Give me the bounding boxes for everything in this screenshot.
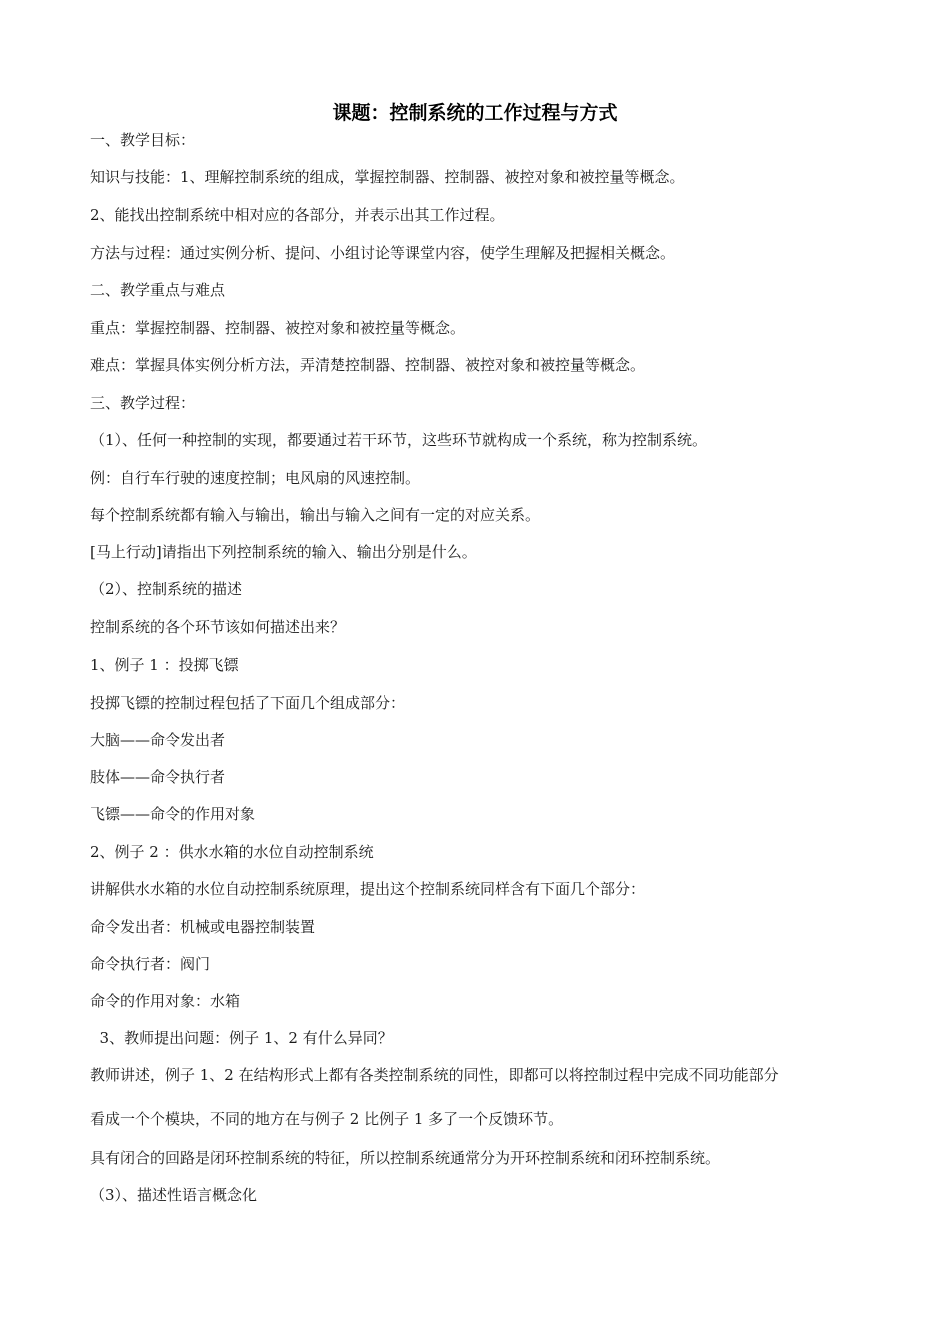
paragraph: 讲解供水水箱的水位自动控制系统原理，提出这个控制系统同样含有下面几个部分： — [90, 880, 646, 898]
paragraph: 飞镖——命令的作用对象 — [90, 805, 256, 823]
paragraph: 3、教师提出问题：例子 1、2 有什么异同？ — [90, 1029, 393, 1047]
section-heading: 二、教学重点与难点 — [90, 281, 226, 299]
paragraph: 肢体——命令执行者 — [90, 768, 226, 786]
paragraph: 重点：掌握控制器、控制器、被控对象和被控量等概念。 — [90, 319, 466, 337]
paragraph: 命令发出者：机械或电器控制装置 — [90, 918, 316, 936]
paragraph: 每个控制系统都有输入与输出，输出与输入之间有一定的对应关系。 — [90, 506, 541, 524]
subsection-heading: （2）、控制系统的描述 — [90, 580, 243, 598]
paragraph: 控制系统的各个环节该如何描述出来？ — [90, 618, 346, 636]
paragraph: 命令的作用对象：水箱 — [90, 992, 241, 1010]
paragraph: （1）、任何一种控制的实现，都要通过若干环节，这些环节就构成一个系统，称为控制系统。 — [90, 431, 708, 449]
paragraph: 命令执行者：阀门 — [90, 955, 211, 973]
paragraph: 投掷飞镖的控制过程包括了下面几个组成部分： — [90, 694, 406, 712]
paragraph: 1、例子 1 ：投掷飞镖 — [90, 656, 239, 674]
subsection-heading: （3）、描述性语言概念化 — [90, 1186, 258, 1204]
paragraph: 难点：掌握具体实例分析方法，弄清楚控制器、控制器、被控对象和被控量等概念。 — [90, 356, 646, 374]
paragraph: 教师讲述，例子 1、2 在结构形式上都有各类控制系统的同性，即都可以将控制过程中完成不同功能部分 — [90, 1066, 779, 1084]
paragraph: 2、例子 2 ：供水水箱的水位自动控制系统 — [90, 843, 374, 861]
paragraph: 2、能找出控制系统中相对应的各部分，并表示出其工作过程。 — [90, 206, 505, 224]
document-title: 课题：控制系统的工作过程与方式 — [332, 102, 618, 124]
paragraph: 看成一个个模块，不同的地方在与例子 2 比例子 1 多了一个反馈环节。 — [90, 1110, 564, 1128]
paragraph: [马上行动]请指出下列控制系统的输入、输出分别是什么。 — [90, 543, 477, 561]
section-heading: 一、教学目标： — [90, 131, 196, 149]
paragraph: 例：自行车行驶的速度控制；电风扇的风速控制。 — [90, 469, 421, 487]
paragraph: 大脑——命令发出者 — [90, 731, 226, 749]
paragraph: 方法与过程：通过实例分析、提问、小组讨论等课堂内容，使学生理解及把握相关概念。 — [90, 244, 676, 262]
paragraph: 知识与技能：1、理解控制系统的组成，掌握控制器、控制器、被控对象和被控量等概念。 — [90, 168, 685, 186]
paragraph: 具有闭合的回路是闭环控制系统的特征，所以控制系统通常分为开环控制系统和闭环控制系统。 — [90, 1149, 721, 1167]
section-heading: 三、教学过程： — [90, 394, 196, 412]
